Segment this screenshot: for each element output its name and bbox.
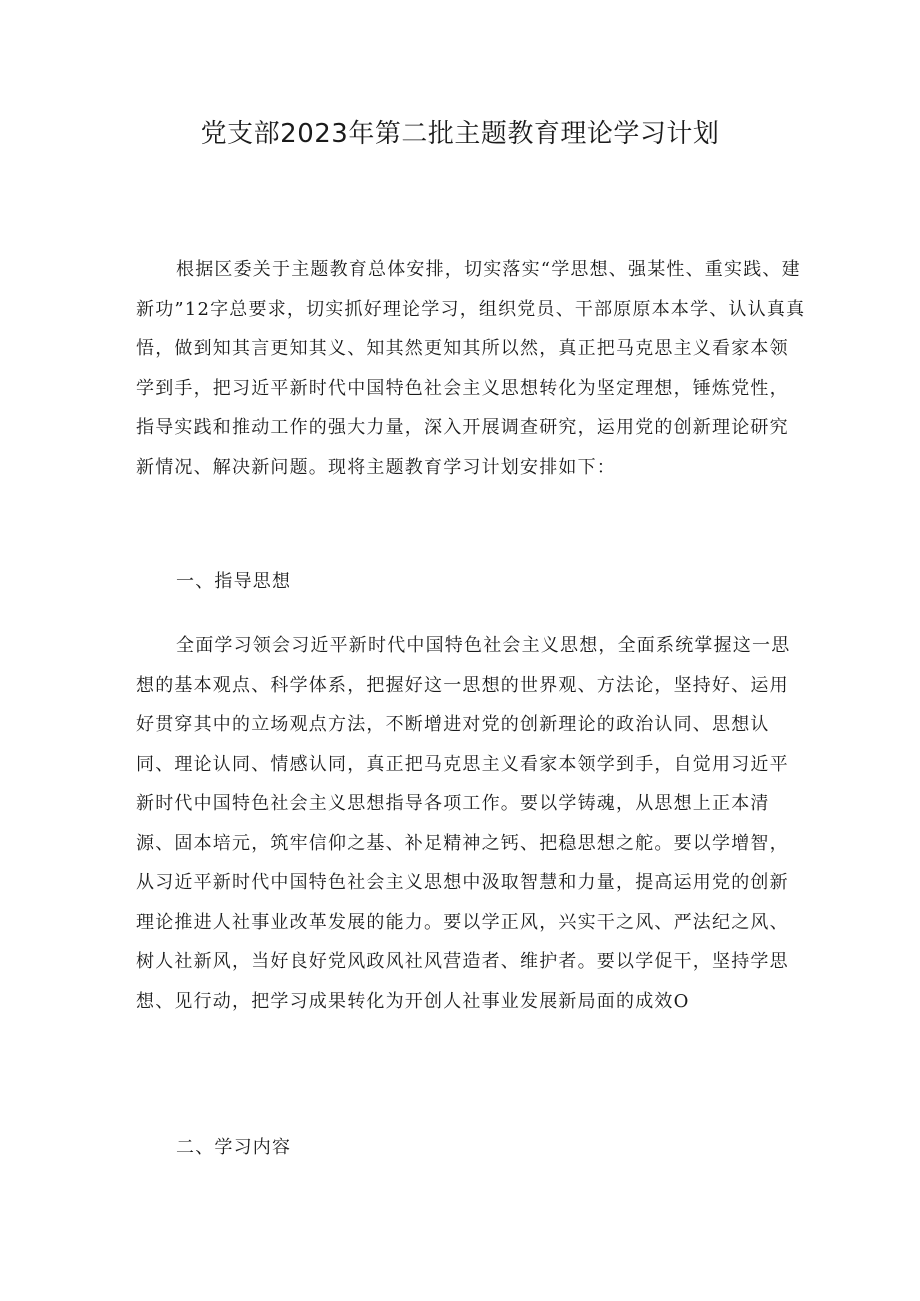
guiding-ideology-paragraph: 全面学习领会习近平新时代中国特色社会主义思想，全面系统掌握这一思想的基本观点、科学体系，把握好这一思想的世界观、方法论，坚持好、运用好贯穿其中的立场观点方法，不断增进对党的创新理论的政治认同、思想认同、理论认同、情感认同，真正把马克思主义看家本领学到手，自觉用习近平新时代中国特色社会主义思想指导各项工作。要以学铸魂，从思想上正本清源、固本培元，筑牢信仰之基、补足精神之钙、把稳思想之舵。要以学增智，从习近平新时代中国特色社会主义思想中汲取智慧和力量，提高运用党的创新理论推进人社事业改革发展的能力。要以学正风，兴实干之风、严法纪之风、树人社新风，当好良好党风政风社风营造者、维护者。要以学促干，坚持学思想、见行动，把学习成果转化为开创人社事业发展新局面的成效O	[136, 635, 791, 1012]
intro-paragraph: 根据区委关于主题教育总体安排，切实落实“学思想、强某性、重实践、建新功”12字总要求，切实抓好理论学习，组织党员、干部原原本本学、认认真真悟，做到知其言更知其义、知其然更知其所以然，真正把马克思主义看家本领学到手，把习近平新时代中国特色社会主义思想转化为坚定理想，锤炼党性，指导实践和推动工作的强大力量，深入开展调查研究，运用党的创新理论研究新情况、解决新问题。现将主题教育学习计划安排如下：	[136, 259, 806, 478]
section-heading-study-content: 二、学习内容	[176, 1137, 292, 1158]
document-title: 党支部2023年第二批主题教育理论学习计划	[200, 119, 720, 149]
section-heading-guiding-ideology: 一、指导思想	[176, 571, 292, 592]
